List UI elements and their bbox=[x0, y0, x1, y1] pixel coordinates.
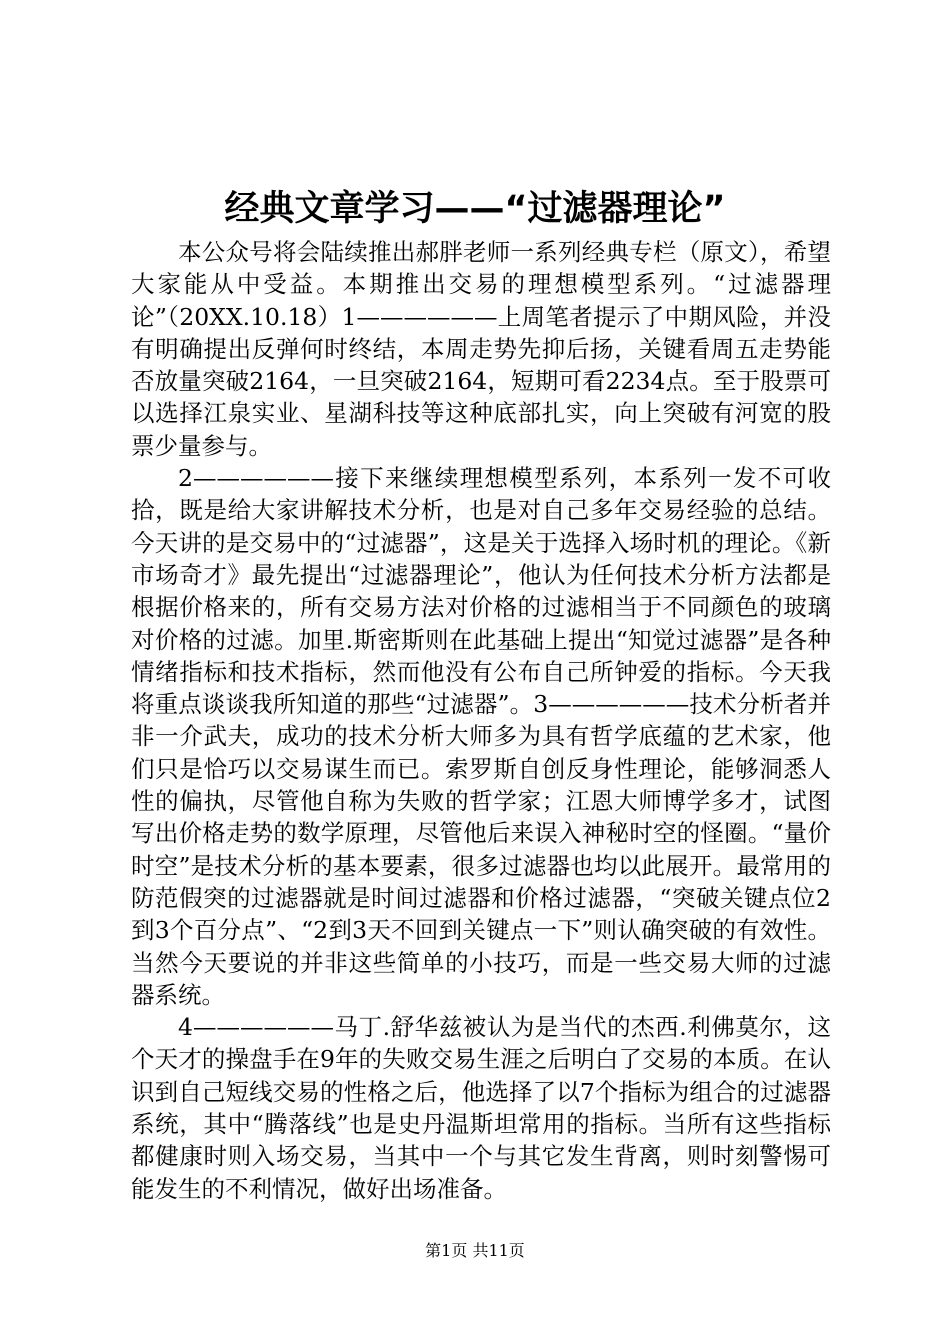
document-body bbox=[131, 236, 831, 1205]
paragraph-1: 本公众号将会陆续推出郝胖老师一系列经典专栏（原文），希望大家能从中受益。本期推出交易的理想模型系列。“过滤器理论”（20XX.10.18）1——————上周笔者提示了中期风险，并没有明确提出反弹何时终结，本周走势先抑后扬，关键看周五走势能否放量突破2164，一旦突破2164，短期可看2234点。至于股票可以选择江泉实业、星湖科技等这种底部扎实，向上突破有河宽的股票少量参与。 bbox=[131, 238, 831, 460]
paragraph-3: 4——————马丁.舒华兹被认为是当代的杰西.利佛莫尔，这个天才的操盘手在9年的失败交易生涯之后明白了交易的本质。在认识到自己短线交易的性格之后，他选择了以7个指标为组合的过滤器系统，其中“腾落线”也是史丹温斯坦常用的指标。当所有这些指标都健康时则入场交易，当其中一个与其它发生背离，则时刻警惕可能发生的不利情况，做好出场准备。 bbox=[131, 1013, 831, 1203]
paragraph-2: 2——————接下来继续理想模型系列，本系列一发不可收拾，既是给大家讲解技术分析，也是对自己多年交易经验的总结。今天讲的是交易中的“过滤器”，这是关于选择入场时机的理论。《新市场奇才》最先提出“过滤器理论”，他认为任何技术分析方法都是根据价格来的，所有交易方法对价格的过滤相当于不同颜色的玻璃对价格的过滤。加里.斯密斯则在此基础上提出“知觉过滤器”是各种情绪指标和技术指标，然而他没有公布自己所钟爱的指标。今天我将重点谈谈我所知道的那些“过滤器”。3——————技术分析者并非一介武夫，成功的技术分析大师多为具有哲学底蕴的艺术家，他们只是恰巧以交易谋生而已。索罗斯自创反身性理论，能够洞悉人性的偏执，尽管他自称为失败的哲学家；江恩大师博学多才，试图写出价格走势的数学原理，尽管他后来误入神秘时空的怪圈。“量价时空”是技术分析的基本要素，很多过滤器也均以此展开。最常用的防范假突的过滤器就是时间过滤器和价格过滤器，“突破关键点位2到3个百分点”、“2到3天不回到关键点一下”则认确突破的有效性。当然今天要说的并非这些简单的小技巧，而是一些交易大师的过滤器系统。 bbox=[131, 464, 831, 1009]
page-footer: 第1页 共11页 bbox=[425, 1241, 525, 1260]
document-title: 经典文章学习——“过滤器理论” bbox=[224, 189, 726, 229]
